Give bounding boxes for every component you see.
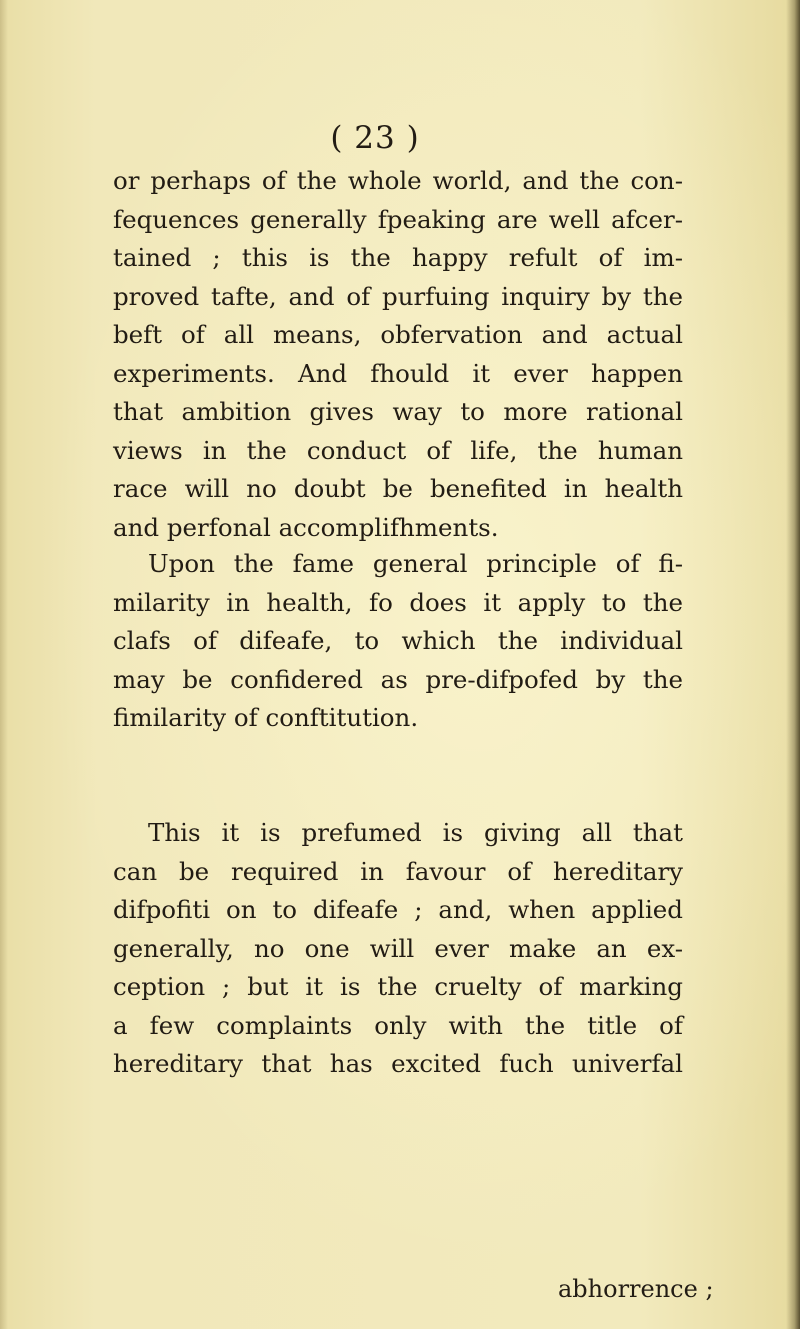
text-line: that ambition gives way to more rational (113, 397, 683, 426)
text-line: race will no doubt be benefited in health (113, 474, 683, 503)
text-line: views in the conduct of life, the human (113, 435, 683, 465)
text-line: difpofiti on to difeafe ; and, when applied (113, 895, 683, 924)
page-edge-left (0, 0, 8, 1329)
text-line: Upon the fame general principle of fi- (148, 549, 683, 578)
text-line: ception ; but it is the cruelty of marking (113, 972, 683, 1001)
paragraph-1 (113, 162, 683, 547)
paragraph-3 (113, 814, 683, 1084)
text-line: tained ; this is the happy refult of im- (113, 243, 683, 272)
text-line: This it is prefumed is giving all that (148, 818, 683, 847)
text-line: generally, no one will ever make an ex- (113, 933, 683, 963)
text-line: a few complaints only with the title of (113, 1010, 683, 1040)
text-line: can be required in favour of hereditary (113, 856, 683, 886)
text-line: hereditary that has excited fuch univerfal (113, 1049, 683, 1078)
text-line: and perfonal accomplifhments. (113, 512, 499, 542)
text-line: milarity in health, fo does it apply to the (113, 587, 683, 617)
catchword: abhorrence ; (558, 1275, 714, 1303)
page-number: ( 23 ) (330, 120, 420, 156)
text-line: proved tafte, and of purfuing inquiry by the (113, 281, 683, 311)
text-line: experiments. And fhould it ever happen (113, 358, 683, 388)
text-line: fequences generally fpeaking are well afcer- (113, 204, 683, 234)
text-line: beft of all means, obfervation and actual (113, 320, 683, 349)
text-line: fimilarity of conftitution. (113, 703, 419, 732)
text-line: clafs of difeafe, to which the individual (113, 626, 683, 655)
page-edge-right (786, 0, 800, 1329)
text-line: or perhaps of the whole world, and the con- (113, 166, 683, 195)
paragraph-2 (113, 545, 683, 738)
text-line: may be confidered as pre-difpofed by the (113, 664, 683, 694)
page-number-header (0, 118, 800, 158)
